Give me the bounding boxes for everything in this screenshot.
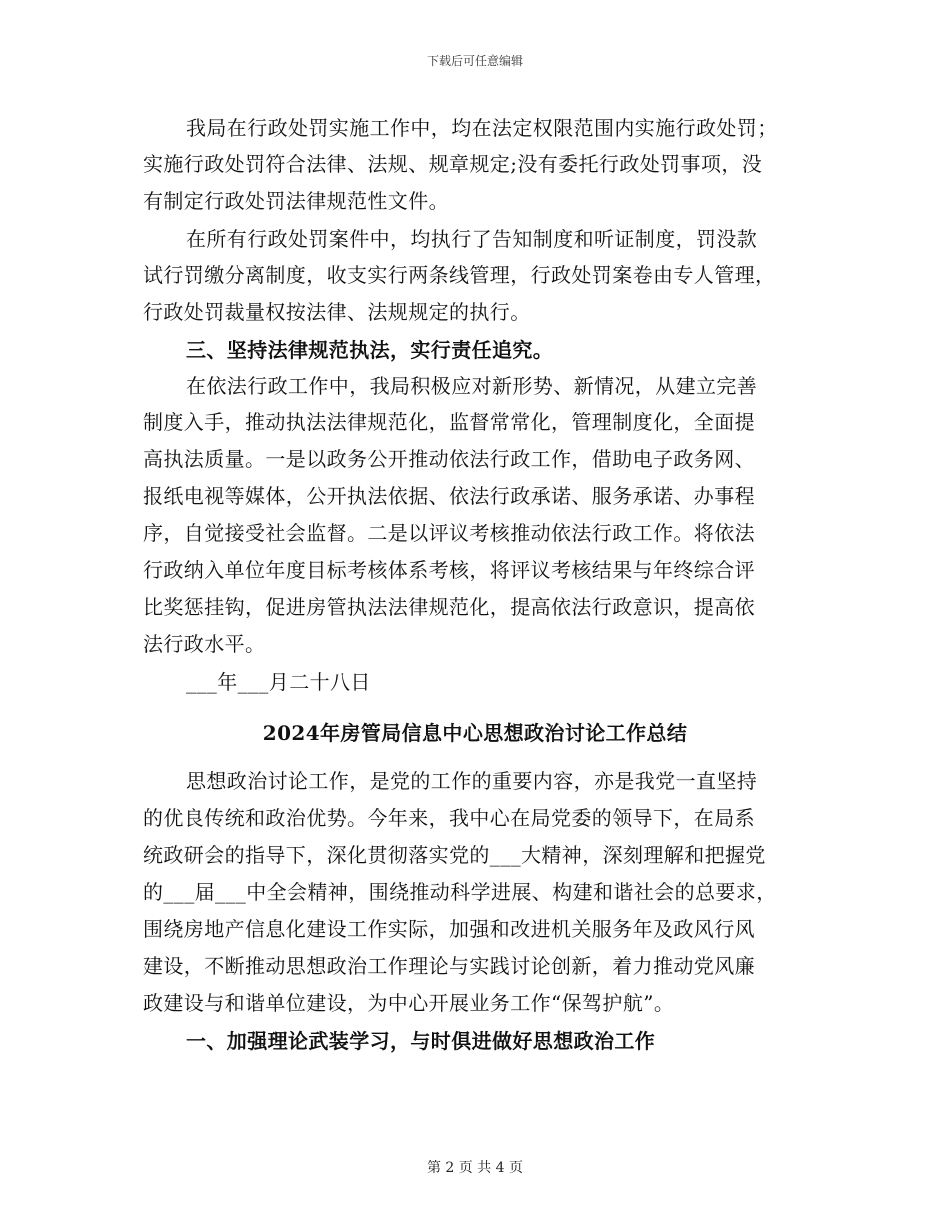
paragraph-line: 在所有行政处罚案件中，均执行了告知制度和听证制度，罚没款 [186, 227, 758, 251]
paragraph-line: 行政处罚裁量权按法律、法规规定的执行。 [143, 300, 531, 324]
paragraph-line: 建设，不断推动思想政治工作理论与实践讨论创新，着力推动党风廉 [143, 954, 755, 978]
section-heading: 三、坚持法律规范执法，实行责任追究。 [186, 338, 554, 362]
paragraph-line: 比奖惩挂钩，促进房管执法法律规范化，提高依法行政意识，提高依 [143, 595, 755, 619]
paragraph-line: 报纸电视等媒体，公开执法依据、依法行政承诺、服务承诺、办事程 [143, 484, 755, 508]
section-heading: 一、加强理论武装学习，与时俱进做好思想政治工作 [186, 1029, 656, 1053]
paragraph-line: 试行罚缴分离制度，收支实行两条线管理，行政处罚案卷由专人管理， [143, 263, 776, 287]
paragraph-line: 在依法行政工作中，我局积极应对新形势、新情况，从建立完善 [186, 374, 758, 398]
paragraph-line: 实施行政处罚符合法律、法规、规章规定;没有委托行政处罚事项，没 [143, 152, 763, 176]
paragraph-line: 统政研会的指导下，深化贯彻落实党的___大精神，深刻理解和把握党 [143, 843, 766, 867]
paragraph-line: 序，自觉接受社会监督。二是以评议考核推动依法行政工作。将依法 [143, 521, 755, 545]
paragraph-line: 的优良传统和政治优势。今年来，我中心在局党委的领导下，在局系 [143, 806, 755, 830]
paragraph-line: 的___届___中全会精神，围绕推动科学进展、构建和谐社会的总要求， [143, 880, 777, 904]
paragraph-line: 法行政水平。 [143, 632, 266, 656]
paragraph-line: 有制定行政处罚法律规范性文件。 [143, 189, 449, 213]
page-header: 下载后可任意编辑 [426, 54, 523, 68]
page-footer: 第 2 页 共 4 页 [426, 1160, 524, 1176]
paragraph-line: 思想政治讨论工作，是党的工作的重要内容，亦是我党一直坚持 [186, 769, 758, 793]
paragraph-line: 行政纳入单位年度目标考核体系考核，将评议考核结果与年终综合评 [143, 558, 755, 582]
date-line: ___年___月二十八日 [186, 670, 371, 694]
paragraph-line: 制度入手，推动执法法律规范化，监督常常化，管理制度化，全面提 [143, 410, 755, 434]
paragraph-line: 政建设与和谐单位建设，为中心开展业务工作“保驾护航”。 [143, 991, 675, 1015]
document-title: 2024年房管局信息中心思想政治讨论工作总结 [262, 721, 688, 745]
paragraph-line: 围绕房地产信息化建设工作实际，加强和改进机关服务年及政风行风 [143, 917, 755, 941]
paragraph-line: 高执法质量。一是以政务公开推动依法行政工作，借助电子政务网、 [143, 447, 755, 471]
paragraph-line: 我局在行政处罚实施工作中，均在法定权限范围内实施行政处罚； [186, 116, 778, 140]
